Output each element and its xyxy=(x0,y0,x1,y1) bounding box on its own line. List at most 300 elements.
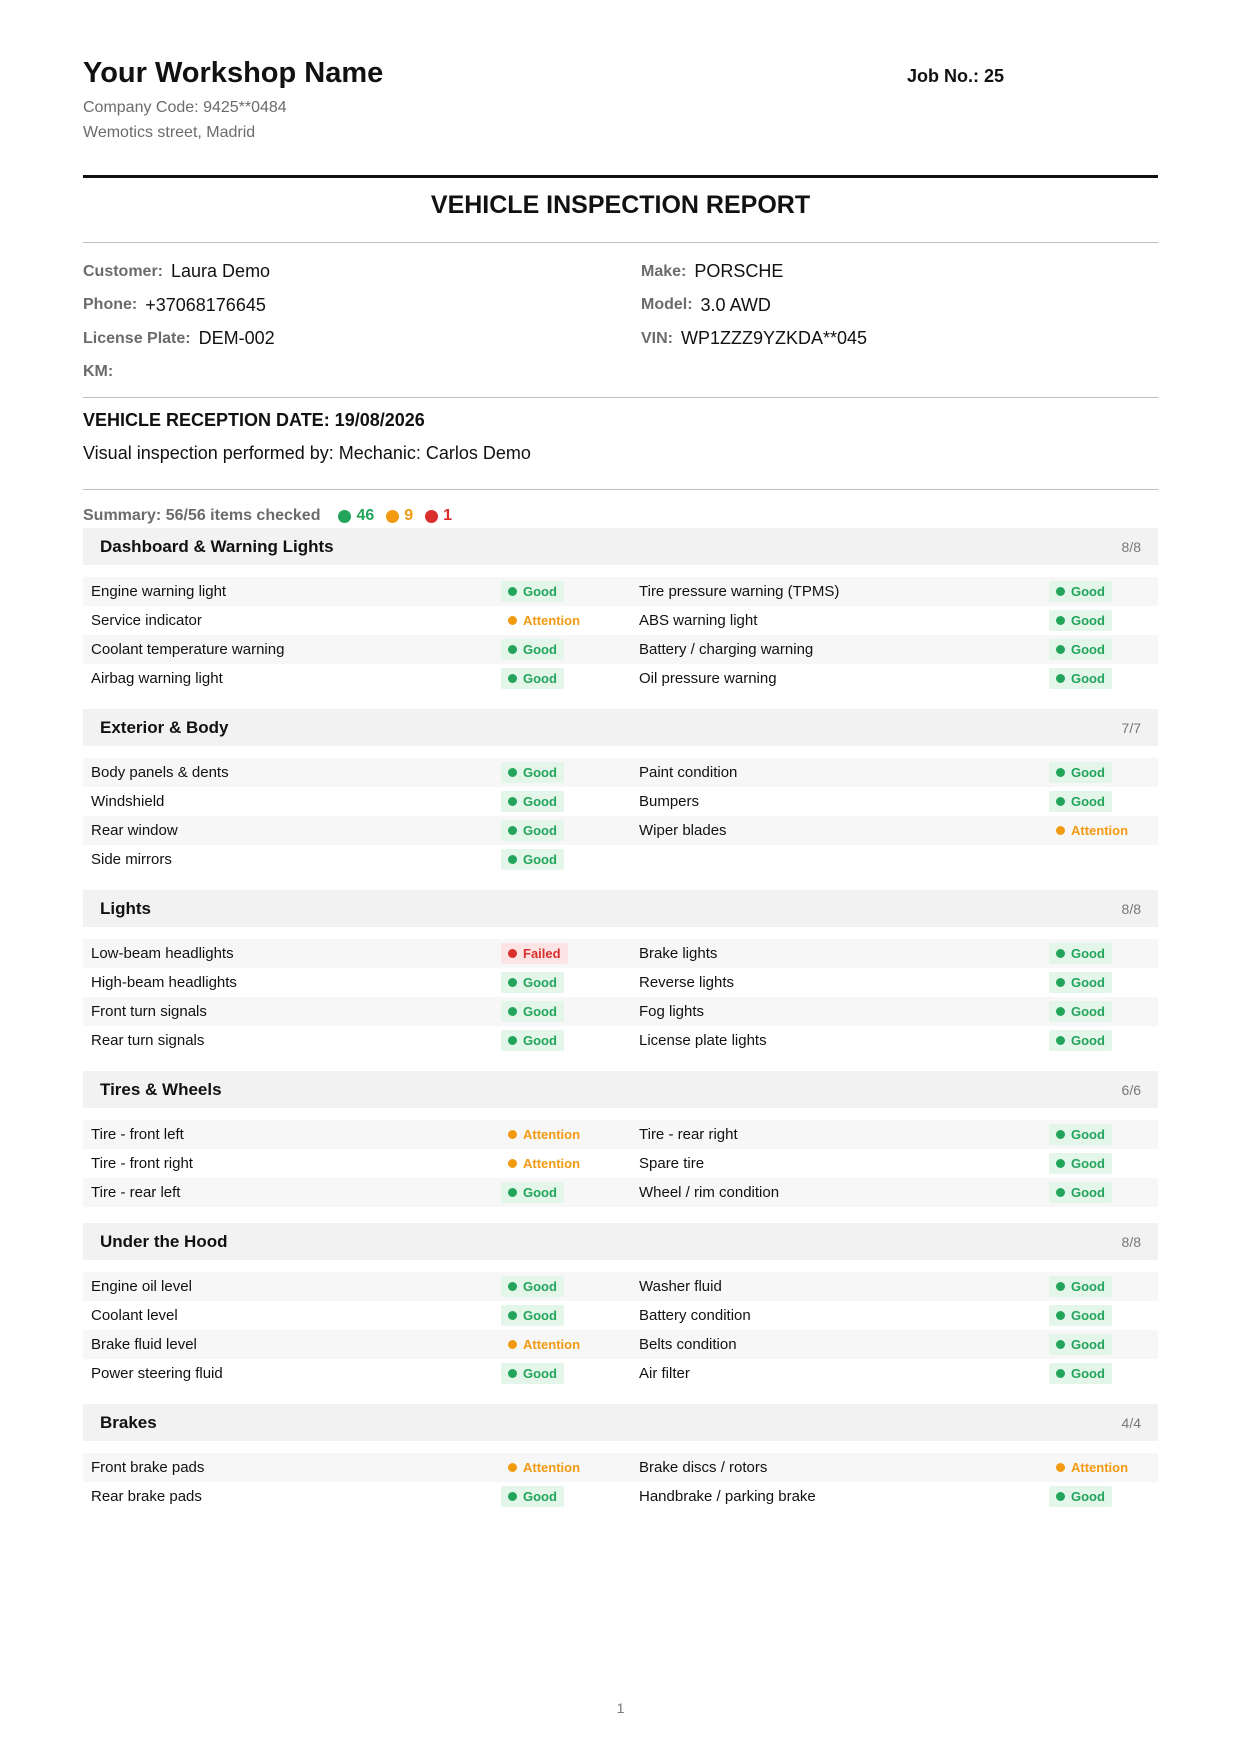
summary-good xyxy=(338,507,374,525)
status-label: Good xyxy=(1071,1127,1105,1142)
item-name: Coolant temperature warning xyxy=(91,641,285,658)
attention-dot-icon xyxy=(508,1340,517,1349)
item-name: Fog lights xyxy=(639,1003,705,1020)
item-name: Belts condition xyxy=(639,1336,737,1353)
item-name: ABS warning light xyxy=(639,612,758,629)
section-exterior-body xyxy=(83,709,1158,874)
table-row xyxy=(83,1178,1158,1207)
item-name: Washer fluid xyxy=(639,1278,722,1295)
status-badge xyxy=(1049,581,1112,602)
info-row-model xyxy=(641,289,867,323)
item-name: Oil pressure warning xyxy=(639,670,777,687)
license-plate: DEM-002 xyxy=(198,328,275,349)
item-status-cell xyxy=(1049,606,1157,635)
attention-dot-icon xyxy=(1056,826,1065,835)
item-status-cell xyxy=(1049,1272,1157,1301)
info-label: Model: xyxy=(641,296,693,314)
status-badge xyxy=(1049,1486,1112,1507)
status-badge xyxy=(1049,972,1112,993)
section-header xyxy=(83,709,1158,746)
status-badge xyxy=(501,762,564,783)
attention-dot-icon xyxy=(508,616,517,625)
item-name: Tire - front left xyxy=(91,1126,184,1143)
section-header xyxy=(83,528,1158,565)
status-badge xyxy=(501,1182,564,1203)
section-header xyxy=(83,1223,1158,1260)
item-status-cell xyxy=(1049,1330,1157,1359)
table-row xyxy=(83,787,1158,816)
section-tires-wheels xyxy=(83,1071,1158,1207)
info-row-phone xyxy=(83,289,275,323)
section-title: Brakes xyxy=(100,1412,157,1432)
item-status-cell xyxy=(501,939,639,968)
status-badge xyxy=(1049,1030,1112,1051)
item-status-cell xyxy=(501,1482,639,1511)
status-label: Attention xyxy=(1071,1460,1129,1475)
status-label: Good xyxy=(1071,946,1105,961)
item-status-cell xyxy=(1049,1482,1157,1511)
info-row-km xyxy=(83,356,275,390)
section-count: 8/8 xyxy=(1121,1233,1141,1250)
table-row xyxy=(83,577,1158,606)
item-status-cell xyxy=(501,1453,639,1482)
good-dot-icon xyxy=(508,1036,517,1045)
status-badge xyxy=(501,581,564,602)
status-badge xyxy=(1049,1276,1112,1297)
status-badge xyxy=(1049,762,1112,783)
workshop-name: Your Workshop Name xyxy=(83,57,384,89)
table-row xyxy=(83,1453,1158,1482)
status-label: Good xyxy=(1071,765,1105,780)
item-status-cell xyxy=(1049,1178,1157,1207)
info-row-customer xyxy=(83,255,275,289)
info-row-license-plate xyxy=(83,322,275,356)
status-label: Good xyxy=(1071,1337,1105,1352)
table-row xyxy=(83,635,1158,664)
status-label: Good xyxy=(1071,975,1105,990)
item-name: Front brake pads xyxy=(91,1459,205,1476)
info-row-vin xyxy=(641,322,867,356)
status-badge xyxy=(501,1363,564,1384)
vehicle-vin: WP1ZZZ9YZKDA**045 xyxy=(681,328,868,349)
status-badge xyxy=(501,791,564,812)
item-status-cell xyxy=(501,606,639,635)
good-dot-icon xyxy=(508,1188,517,1197)
status-label: Attention xyxy=(523,1337,581,1352)
status-label: Attention xyxy=(1071,823,1129,838)
item-name: Airbag warning light xyxy=(91,670,223,687)
inspector-line: Visual inspection performed by: Mechanic: Carlos Demo xyxy=(83,443,531,463)
status-label: Good xyxy=(1071,1366,1105,1381)
table-row xyxy=(83,606,1158,635)
item-name: Service indicator xyxy=(91,612,202,629)
status-label: Good xyxy=(1071,1279,1105,1294)
good-dot-icon xyxy=(1056,1492,1065,1501)
item-name: Brake discs / rotors xyxy=(639,1459,768,1476)
item-status-cell xyxy=(501,1359,639,1388)
good-dot-icon xyxy=(508,1311,517,1320)
divider xyxy=(83,397,1158,398)
item-name: Reverse lights xyxy=(639,974,735,991)
item-name: Wheel / rim condition xyxy=(639,1184,780,1201)
job-number: Job No.: 25 xyxy=(907,66,1005,86)
status-label: Good xyxy=(1071,1185,1105,1200)
section-count: 6/6 xyxy=(1121,1081,1141,1098)
summary-bar xyxy=(83,507,464,525)
status-label: Good xyxy=(523,765,557,780)
report-title: VEHICLE INSPECTION REPORT xyxy=(430,191,811,219)
item-name: Body panels & dents xyxy=(91,764,229,781)
item-name: Wiper blades xyxy=(639,822,727,839)
table-row xyxy=(83,816,1158,845)
status-badge xyxy=(501,820,564,841)
status-badge xyxy=(1049,1363,1112,1384)
item-status-cell xyxy=(1049,1359,1157,1388)
info-label: Make: xyxy=(641,262,687,280)
good-dot-icon xyxy=(1056,1007,1065,1016)
item-name: Windshield xyxy=(91,793,165,810)
item-status-cell xyxy=(1049,787,1157,816)
item-status-cell xyxy=(1049,1149,1157,1178)
status-label: Good xyxy=(1071,671,1105,686)
status-label: Good xyxy=(523,671,557,686)
summary-good-count: 46 xyxy=(356,507,375,524)
status-label: Attention xyxy=(523,1127,581,1142)
status-label: Good xyxy=(523,642,557,657)
status-label: Good xyxy=(1071,1489,1105,1504)
status-label: Good xyxy=(1071,642,1105,657)
info-label: VIN: xyxy=(641,329,673,347)
item-status-cell xyxy=(501,845,639,874)
good-dot-icon xyxy=(1056,1369,1065,1378)
item-status-cell xyxy=(1049,1301,1157,1330)
good-dot-icon xyxy=(508,645,517,654)
customer-phone: +37068176645 xyxy=(145,294,266,315)
red-dot-icon xyxy=(425,510,438,523)
status-badge xyxy=(501,1486,564,1507)
table-row xyxy=(83,1272,1158,1301)
item-status-cell xyxy=(501,968,639,997)
good-dot-icon xyxy=(1056,616,1065,625)
good-dot-icon xyxy=(1056,1188,1065,1197)
status-badge xyxy=(501,610,587,631)
status-badge xyxy=(1049,1305,1112,1326)
item-name xyxy=(639,845,1049,874)
table-row xyxy=(83,997,1158,1026)
item-status-cell xyxy=(501,635,639,664)
good-dot-icon xyxy=(1056,797,1065,806)
section-count: 7/7 xyxy=(1121,719,1141,736)
status-label: Good xyxy=(1071,1308,1105,1323)
item-name: License plate lights xyxy=(639,1032,767,1049)
report-header xyxy=(83,0,1158,176)
status-badge xyxy=(1049,668,1112,689)
status-badge xyxy=(1049,1124,1112,1145)
item-name: Rear turn signals xyxy=(91,1032,205,1049)
status-badge xyxy=(1049,943,1112,964)
status-badge xyxy=(501,1153,587,1174)
status-label: Good xyxy=(1071,794,1105,809)
status-badge xyxy=(1049,1153,1112,1174)
status-label: Good xyxy=(1071,1156,1105,1171)
status-label: Good xyxy=(523,794,557,809)
table-row xyxy=(83,1330,1158,1359)
table-row xyxy=(83,758,1158,787)
divider xyxy=(83,242,1158,243)
status-badge xyxy=(501,668,564,689)
section-title: Exterior & Body xyxy=(100,717,229,737)
status-label: Attention xyxy=(523,1460,581,1475)
orange-dot-icon xyxy=(386,510,399,523)
table-row xyxy=(83,1026,1158,1055)
item-name: Tire pressure warning (TPMS) xyxy=(639,583,840,600)
good-dot-icon xyxy=(508,587,517,596)
section-header xyxy=(83,890,1158,927)
status-label: Good xyxy=(1071,584,1105,599)
good-dot-icon xyxy=(1056,587,1065,596)
report-page xyxy=(83,0,1158,1505)
item-status-cell xyxy=(501,1149,639,1178)
page-number: 1 xyxy=(616,1700,625,1716)
section-header xyxy=(83,1404,1158,1441)
info-row-make xyxy=(641,255,867,289)
table-row xyxy=(83,664,1158,693)
attention-dot-icon xyxy=(508,1130,517,1139)
customer-name: Laura Demo xyxy=(171,261,271,282)
info-label: License Plate: xyxy=(83,329,191,347)
section-under-the-hood xyxy=(83,1223,1158,1388)
header-divider xyxy=(83,175,1158,178)
item-name: Front turn signals xyxy=(91,1003,207,1020)
table-row xyxy=(83,1301,1158,1330)
item-name: Rear window xyxy=(91,822,178,839)
good-dot-icon xyxy=(1056,1340,1065,1349)
item-name: Brake lights xyxy=(639,945,718,962)
item-status-cell xyxy=(1049,939,1157,968)
item-status-cell xyxy=(501,1272,639,1301)
good-dot-icon xyxy=(1056,1311,1065,1320)
vehicle-info-right xyxy=(641,255,867,356)
good-dot-icon xyxy=(1056,949,1065,958)
item-name: Side mirrors xyxy=(91,851,172,868)
status-label: Good xyxy=(523,1308,557,1323)
company-code: Company Code: 9425**0484 xyxy=(83,99,287,116)
good-dot-icon xyxy=(1056,674,1065,683)
good-dot-icon xyxy=(1056,1130,1065,1139)
item-name: Tire - rear right xyxy=(639,1126,738,1143)
good-dot-icon xyxy=(1056,645,1065,654)
status-label: Good xyxy=(523,1279,557,1294)
status-badge xyxy=(1049,1182,1112,1203)
item-status-cell xyxy=(1049,758,1157,787)
summary-text: Summary: 56/56 items checked xyxy=(83,507,321,524)
good-dot-icon xyxy=(508,978,517,987)
item-status-cell xyxy=(1049,997,1157,1026)
item-name: Power steering fluid xyxy=(91,1365,223,1382)
summary-failed xyxy=(425,507,452,525)
item-status-cell xyxy=(501,1120,639,1149)
status-badge xyxy=(501,1305,564,1326)
status-badge xyxy=(1049,639,1112,660)
good-dot-icon xyxy=(1056,768,1065,777)
info-label: KM: xyxy=(83,363,114,381)
attention-dot-icon xyxy=(508,1463,517,1472)
item-status-cell xyxy=(501,1026,639,1055)
item-name: Spare tire xyxy=(639,1155,705,1172)
status-badge xyxy=(1049,820,1135,841)
item-status-cell xyxy=(501,758,639,787)
table-row xyxy=(83,1120,1158,1149)
item-name: Engine warning light xyxy=(91,583,227,600)
status-label: Good xyxy=(523,1366,557,1381)
good-dot-icon xyxy=(1056,978,1065,987)
status-label: Good xyxy=(523,975,557,990)
section-header xyxy=(83,1071,1158,1108)
good-dot-icon xyxy=(1056,1282,1065,1291)
item-status-cell xyxy=(1049,1026,1157,1055)
item-name: Tire - front right xyxy=(91,1155,193,1172)
table-row xyxy=(83,939,1158,968)
status-label: Failed xyxy=(523,946,561,961)
item-name: Battery / charging warning xyxy=(639,641,814,658)
table-row xyxy=(83,1149,1158,1178)
section-title: Dashboard & Warning Lights xyxy=(100,536,334,556)
vehicle-make: PORSCHE xyxy=(694,261,784,282)
item-name: Air filter xyxy=(639,1365,690,1382)
info-label: Customer: xyxy=(83,262,164,280)
status-badge xyxy=(501,849,564,870)
reception-date: VEHICLE RECEPTION DATE: 19/08/2026 xyxy=(83,410,425,430)
status-label: Good xyxy=(523,823,557,838)
inspection-sections xyxy=(83,528,1158,1527)
status-badge xyxy=(1049,791,1112,812)
item-status-cell xyxy=(1049,1120,1157,1149)
status-badge xyxy=(501,1030,564,1051)
item-status-cell xyxy=(1049,1453,1157,1482)
status-label: Attention xyxy=(523,1156,581,1171)
item-name: High-beam headlights xyxy=(91,974,237,991)
item-status-cell xyxy=(501,577,639,606)
customer-info-left xyxy=(83,255,275,389)
good-dot-icon xyxy=(508,797,517,806)
status-label: Good xyxy=(523,852,557,867)
vehicle-model: 3.0 AWD xyxy=(700,294,771,315)
status-badge xyxy=(501,972,564,993)
status-badge xyxy=(501,639,564,660)
table-row xyxy=(83,845,1158,874)
item-name: Coolant level xyxy=(91,1307,178,1324)
item-status-cell xyxy=(501,664,639,693)
section-title: Tires & Wheels xyxy=(100,1079,222,1099)
status-label: Good xyxy=(523,1004,557,1019)
status-badge xyxy=(501,1457,587,1478)
item-status-cell xyxy=(501,1330,639,1359)
table-row xyxy=(83,1482,1158,1511)
item-status-cell xyxy=(1049,845,1157,874)
status-label: Good xyxy=(523,1185,557,1200)
status-badge xyxy=(1049,610,1112,631)
section-count: 8/8 xyxy=(1121,538,1141,555)
item-status-cell xyxy=(501,997,639,1026)
section-count: 4/4 xyxy=(1121,1414,1141,1431)
item-status-cell xyxy=(1049,635,1157,664)
section-lights xyxy=(83,890,1158,1055)
good-dot-icon xyxy=(1056,1159,1065,1168)
status-badge xyxy=(501,943,568,964)
item-name: Low-beam headlights xyxy=(91,945,234,962)
status-label: Good xyxy=(1071,1033,1105,1048)
good-dot-icon xyxy=(1056,1036,1065,1045)
green-dot-icon xyxy=(338,510,351,523)
status-badge xyxy=(501,1001,564,1022)
item-name: Battery condition xyxy=(639,1307,751,1324)
item-status-cell xyxy=(501,1178,639,1207)
status-label: Good xyxy=(523,584,557,599)
item-status-cell xyxy=(1049,968,1157,997)
summary-failed-count: 1 xyxy=(443,507,453,524)
status-badge xyxy=(501,1124,587,1145)
section-title: Under the Hood xyxy=(100,1231,228,1251)
item-name: Rear brake pads xyxy=(91,1488,202,1505)
divider xyxy=(83,489,1158,490)
table-row xyxy=(83,968,1158,997)
item-name: Tire - rear left xyxy=(91,1184,181,1201)
item-name: Handbrake / parking brake xyxy=(639,1488,816,1505)
item-status-cell xyxy=(1049,664,1157,693)
company-address: Wemotics street, Madrid xyxy=(83,124,256,141)
item-name: Paint condition xyxy=(639,764,738,781)
status-label: Good xyxy=(1071,613,1105,628)
status-badge xyxy=(1049,1457,1135,1478)
good-dot-icon xyxy=(508,1492,517,1501)
status-label: Good xyxy=(523,1489,557,1504)
table-row xyxy=(83,1359,1158,1388)
attention-dot-icon xyxy=(508,1159,517,1168)
section-count: 8/8 xyxy=(1121,900,1141,917)
status-badge xyxy=(501,1276,564,1297)
good-dot-icon xyxy=(508,1369,517,1378)
item-status-cell xyxy=(501,787,639,816)
good-dot-icon xyxy=(508,674,517,683)
section-brakes xyxy=(83,1404,1158,1511)
status-badge xyxy=(1049,1001,1112,1022)
good-dot-icon xyxy=(508,1282,517,1291)
status-label: Attention xyxy=(523,613,581,628)
item-status-cell xyxy=(1049,577,1157,606)
status-label: Good xyxy=(1071,1004,1105,1019)
item-status-cell xyxy=(1049,816,1157,845)
item-status-cell xyxy=(501,1301,639,1330)
failed-dot-icon xyxy=(508,949,517,958)
info-label: Phone: xyxy=(83,296,138,314)
item-name: Bumpers xyxy=(639,793,700,810)
status-label: Good xyxy=(523,1033,557,1048)
summary-attention xyxy=(386,507,413,525)
status-badge xyxy=(501,1334,587,1355)
attention-dot-icon xyxy=(1056,1463,1065,1472)
good-dot-icon xyxy=(508,1007,517,1016)
item-name: Brake fluid level xyxy=(91,1336,197,1353)
item-name: Engine oil level xyxy=(91,1278,192,1295)
good-dot-icon xyxy=(508,855,517,864)
status-badge xyxy=(1049,1334,1112,1355)
good-dot-icon xyxy=(508,768,517,777)
summary-attention-count: 9 xyxy=(404,507,414,524)
section-title: Lights xyxy=(100,898,151,918)
section-dashboard-warning-lights xyxy=(83,528,1158,693)
good-dot-icon xyxy=(508,826,517,835)
item-status-cell xyxy=(501,816,639,845)
